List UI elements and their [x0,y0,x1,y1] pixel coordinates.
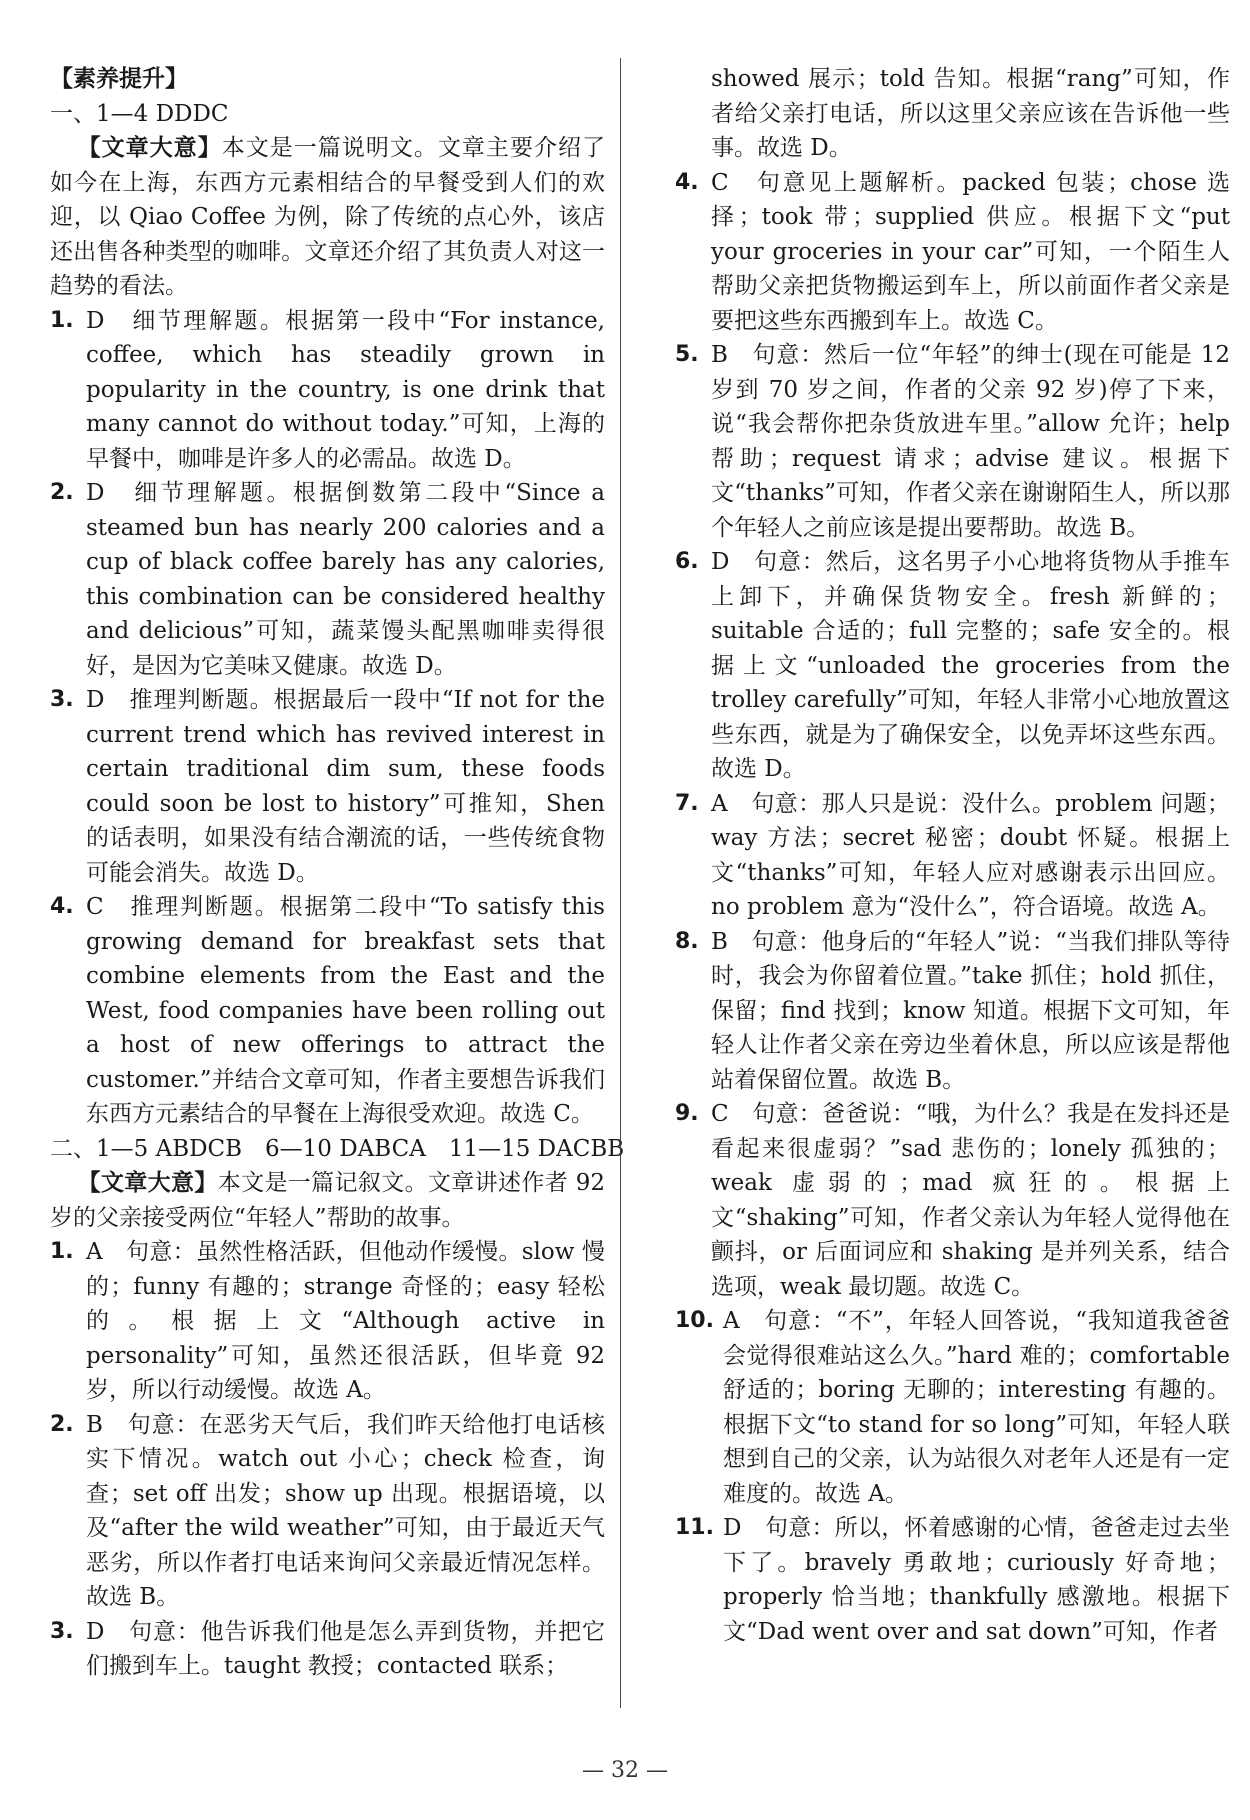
section2-answer-key: 二、1—5 ABDCB 6—10 DABCA 11—15 DACBB [50,1135,625,1162]
explanation-text: D 细节理解题。根据倒数第二段中“Since a steamed bun has nearly 200 calories and a cup of black coffee barely has any calories, this combination can be considered healthy and delicious”可知，蔬菜馒头配黑咖啡卖得很好，是因为它美味又健康。故选 D。 [86,480,605,679]
explanation-text: D 句意：然后，这名男子小心地将货物从手推车上卸下，并确保货物安全。fresh 新鲜的；suitable 合适的；full 完整的；safe 安全的。根据上文“unloaded the groceries from the trolley carefully”可知，年轻人非常小心地放置这些东西，就是为了确保安全，以免弄坏这些东西。故选 D。 [711,549,1230,782]
column-divider [620,58,621,1708]
section2-summary [50,1166,605,1235]
explanation-text: B 句意：在恶劣天气后，我们昨天给他打电话核实下情况。watch out 小心；check 检查，询查；set off 出发；show up 出现。根据语境，以及“after the wild weather”可知，由于最近天气恶劣，所以作者打电话来询问父亲最近情况怎样。故选 B。 [86,1411,605,1610]
summary-text: 本文是一篇说明文。文章主要介绍了如今在上海，东西方元素相结合的早餐受到人们的欢迎，以 Qiao Coffee 为例，除了传统的点心外，该店还出售各种类型的咖啡。文章还介绍了其负责人对这一趋势的看法。 [50,135,606,299]
explanation-item [675,787,1230,925]
left-column [50,62,625,1684]
item-number: 3. [50,687,74,712]
section1-summary [50,131,605,304]
explanation-item [675,545,1230,787]
summary-text: 本文是一篇记叙文。文章讲述作者 92 岁的父亲接受两位“年轻人”帮助的故事。 [50,1170,606,1231]
item-number: 5. [675,342,699,367]
item-number: 9. [675,1101,699,1126]
section2-explanations [50,1235,605,1684]
item-number: 10. [675,1308,714,1333]
right-explanations [675,166,1230,1650]
explanation-item [675,166,1230,339]
explanation-text: A 句意：“不”，年轻人回答说，“我知道我爸爸会觉得很难站这么久。”hard 难的；comfortable 舒适的；boring 无聊的；interesting 有趣的。根据下文“to stand for so long”可知，年轻人联想到自己的父亲，认为站很久对老年人还是有一定难度的。故选 A。 [723,1308,1230,1507]
explanation-item [50,1615,605,1684]
item-number: 7. [675,790,699,816]
explanation-text: C 句意见上题解析。packed 包装；chose 选择；took 带；supplied 供应。根据下文“put your groceries in your car”可知，一个陌生人帮助父亲把货物搬运到车上，所以前面作者父亲是要把这些东西搬到车上。故选 C。 [711,169,1230,334]
explanation-item [675,1511,1230,1649]
item-number: 4. [50,894,74,919]
section1-answer-key: 一、1—4 DDDC [50,100,229,127]
explanation-item [50,1408,605,1615]
explanation-item [50,304,605,477]
item-number: 4. [675,169,699,195]
explanation-text: D 推理判断题。根据最后一段中“If not for the current trend which has revived interest in certain traditional dim sum, these foods could soon be lost to history”可推知，Shen 的话表明，如果没有结合潮流的话，一些传统食物可能会消失。故选 D。 [86,687,605,886]
item-number: 6. [675,549,699,574]
explanation-text: C 句意：爸爸说：“哦，为什么？我是在发抖还是看起来很虚弱？”sad 悲伤的；lonely 孤独的；weak 虚弱的；mad 疯狂的。根据上文“shaking”可知，作者父亲认为年轻人觉得他在颤抖，or 后面词应和 shaking 是并列关系，结合选项，weak 最切题。故选 C。 [711,1101,1230,1300]
explanation-text: D 句意：他告诉我们他是怎么弄到货物，并把它们搬到车上。taught 教授；contacted 联系； [86,1618,605,1679]
explanation-item [50,890,605,1132]
explanation-item [675,925,1230,1098]
item-number: 3. [50,1618,74,1644]
continued-explanation [675,62,1230,166]
explanation-text: B 句意：他身后的“年轻人”说：“当我们排队等待时，我会为你留着位置。”take 抓住；hold 抓住，保留；find 找到；know 知道。根据下文可知，年轻人让作者父亲在旁边坐着休息，所以应该是帮他站着保留位置。故选 B。 [711,928,1230,1093]
section1-explanations [50,304,605,1132]
explanation-text: C 推理判断题。根据第二段中“To satisfy this growing demand for breakfast sets that combine elements from the East and the West, food companies have been rolling out a host of new offerings to attract the customer.”并结合文章可知，作者主要想告诉我们东西方元素结合的早餐在上海很受欢迎。故选 C。 [86,894,605,1127]
explanation-item [50,476,605,683]
explanation-text: D 细节理解题。根据第一段中“For instance, coffee, which has steadily grown in popularity in the country, is one drink that many cannot do without today.”可知，上海的早餐中，咖啡是许多人的必需品。故选 D。 [86,307,605,472]
right-column [675,62,1230,1649]
item-number: 11. [675,1515,714,1540]
explanation-item [50,1235,605,1408]
item-number: 1. [50,1239,74,1264]
summary-title: 【文章大意】 [77,1170,218,1196]
explanation-text: A 句意：那人只是说：没什么。problem 问题；way 方法；secret 秘密；doubt 怀疑。根据上文“thanks”可知，年轻人应对感谢表示出回应。no problem 意为“没什么”，符合语境。故选 A。 [711,790,1230,920]
explanation-text: B 句意：然后一位“年轻”的绅士(现在可能是 12 岁到 70 岁之间，作者的父亲 92 岁)停了下来，说“我会帮你把杂货放进车里。”allow 允许；help 帮助；request 请求；advise 建议。根据下文“thanks”可知，作者父亲在谢谢陌生人，所以那个年轻人之前应该是提出要帮助。故选 B。 [711,342,1230,541]
explanation-item [675,338,1230,545]
explanation-text: D 句意：所以，怀着感谢的心情，爸爸走过去坐下了。bravely 勇敢地；curiously 好奇地；properly 恰当地；thankfully 感激地。根据下文“Dad went over and sat down”可知，作者 [723,1515,1230,1645]
explanation-item [675,1304,1230,1511]
summary-title: 【文章大意】 [77,135,222,161]
item-number: 1. [50,307,74,333]
item-number: 2. [50,480,74,505]
explanation-text: showed 展示；told 告知。根据“rang”可知，作者给父亲打电话，所以这里父亲应该在告诉他一些事。故选 D。 [711,66,1230,161]
explanation-text: A 句意：虽然性格活跃，但他动作缓慢。slow 慢的；funny 有趣的；strange 奇怪的；easy 轻松的。根据上文“Although active in personality”可知，虽然还很活跃，但毕竟 92 岁，所以行动缓慢。故选 A。 [86,1239,605,1403]
explanation-item [675,1097,1230,1304]
section-heading: 【素养提升】 [50,66,188,92]
item-number: 8. [675,928,699,954]
page-number: — 32 — [582,1758,668,1783]
item-number: 2. [50,1411,74,1437]
explanation-item [50,683,605,890]
